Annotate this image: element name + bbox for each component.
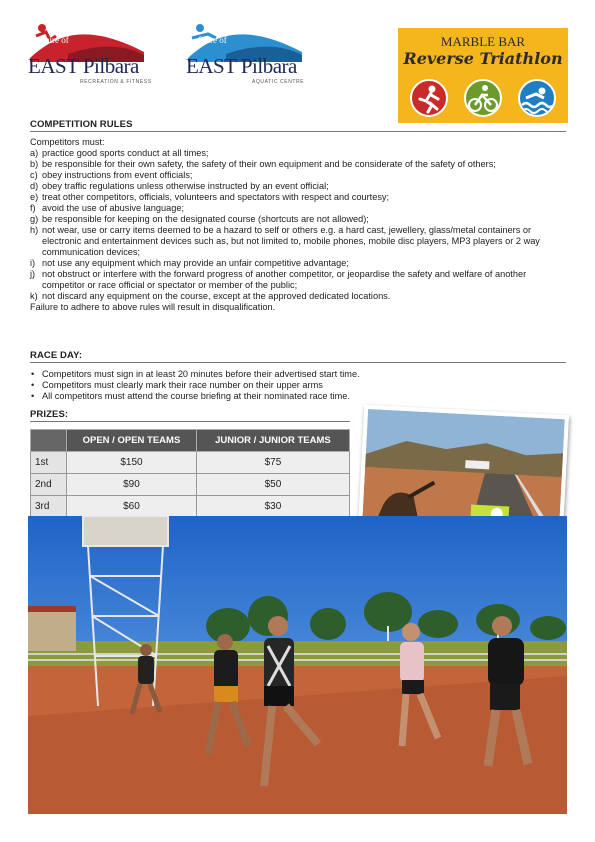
- rule-item: [30, 214, 566, 225]
- table-cell: $50: [196, 474, 349, 496]
- rule-text: obey instructions from event officials;: [42, 170, 193, 180]
- rule-text: practice good sports conduct at all times;: [42, 148, 209, 158]
- table-header-cell: OPEN / OPEN TEAMS: [67, 430, 197, 452]
- rule-marker: g): [30, 214, 39, 224]
- logo-name-text: EAST Pilbara: [28, 54, 139, 78]
- rule-marker: c): [30, 170, 38, 180]
- rule-marker: i): [30, 258, 36, 268]
- table-cell: $150: [67, 452, 197, 474]
- rule-marker: h): [30, 225, 39, 235]
- race-day-body: [30, 369, 566, 402]
- rule-marker: d): [30, 181, 39, 191]
- banner-title: MARBLE BAR: [440, 34, 526, 49]
- table-cell: 3rd: [31, 496, 67, 518]
- rules-intro: Competitors must:: [30, 137, 105, 147]
- rule-item: [30, 258, 566, 269]
- table-cell: $75: [196, 452, 349, 474]
- list-item: [30, 391, 566, 402]
- rule-text: not wear, use or carry items deemed to be a hazard to self or others e.g. a hard cast, jewellery, glass/metal containers or electronic and entertainment devices such as, but not limited to, mobile phones, mobile disc players, MP3 players or 2 way communication devices;: [42, 225, 540, 257]
- table-cell: 2nd: [31, 474, 67, 496]
- competition-rules-heading: COMPETITION RULES: [30, 119, 133, 130]
- divider: [30, 131, 566, 132]
- shire-east-pilbara-aquatic-logo: [186, 22, 304, 92]
- rules-list: [30, 148, 566, 302]
- table-cell: $30: [196, 496, 349, 518]
- rule-item: [30, 148, 566, 159]
- table-row: [31, 474, 350, 496]
- rule-marker: k): [30, 291, 38, 301]
- event-banner: [398, 28, 568, 123]
- bullet-icon: •: [31, 380, 35, 390]
- table-cell: 1st: [31, 452, 67, 474]
- swimmer-icon: [518, 79, 556, 117]
- rule-item: [30, 159, 566, 170]
- rule-marker: e): [30, 192, 39, 202]
- race-day-list: [30, 369, 566, 402]
- table-header-cell: JUNIOR / JUNIOR TEAMS: [196, 430, 349, 452]
- rule-item: [30, 192, 566, 203]
- table-row: [31, 496, 350, 518]
- rule-item: [30, 269, 566, 291]
- list-item: [30, 369, 566, 380]
- rule-text: obey traffic regulations unless otherwise instructed by an event official;: [42, 181, 329, 191]
- prizes-table: [30, 429, 350, 518]
- rule-marker: a): [30, 148, 39, 158]
- shire-east-pilbara-recreation-logo: [28, 22, 152, 92]
- runner-icon: [410, 79, 448, 117]
- list-item: [30, 380, 566, 391]
- table-cell: $90: [67, 474, 197, 496]
- rule-text: be responsible for keeping on the designated course (shortcuts are not allowed);: [42, 214, 369, 224]
- table-cell: $60: [67, 496, 197, 518]
- list-item-text: All competitors must attend the course briefing at their nominated race time.: [42, 391, 350, 401]
- rule-text: be responsible for their own safety, the safety of their own equipment and be considerate of the safety of others;: [42, 159, 496, 169]
- prizes-heading: PRIZES:: [30, 409, 69, 420]
- banner-subtitle: Reverse Triathlon: [403, 49, 563, 68]
- table-header-row: [31, 430, 350, 452]
- divider: [30, 421, 350, 422]
- rule-marker: b): [30, 159, 39, 169]
- bullet-icon: •: [31, 369, 35, 379]
- runners-photo: [28, 516, 567, 814]
- rule-text: not obstruct or interfere with the forward progress of another competitor, or jeopardise the safety and welfare of another competitor or race official or spectator or member of the public;: [42, 269, 527, 290]
- rule-item: [30, 181, 566, 192]
- competition-rules-body: [30, 137, 566, 313]
- rule-text: treat other competitors, officials, volunteers and spectators with respect and courtesy;: [42, 192, 390, 202]
- rule-text: avoid the use of abusive language;: [42, 203, 185, 213]
- rules-footer: Failure to adhere to above rules will result in disqualification.: [30, 302, 276, 312]
- rule-marker: j): [30, 269, 36, 279]
- logo-sub-text: AQUATIC CENTRE: [252, 79, 305, 85]
- logo-shire-text: Shire of: [40, 35, 69, 45]
- bullet-icon: •: [31, 391, 35, 401]
- logo-shire-text: Shire of: [198, 35, 227, 45]
- cyclist-icon: [464, 79, 502, 117]
- rule-item: [30, 225, 566, 258]
- table-row: [31, 452, 350, 474]
- rule-item: [30, 203, 566, 214]
- rule-text: not discard any equipment on the course, except at the approved dedicated locations.: [42, 291, 391, 301]
- divider: [30, 362, 566, 363]
- rule-marker: f): [30, 203, 36, 213]
- table-header-cell: [31, 430, 67, 452]
- list-item-text: Competitors must clearly mark their race number on their upper arms: [42, 380, 323, 390]
- logo-name-text: EAST Pilbara: [186, 54, 297, 78]
- rule-item: [30, 291, 566, 302]
- rule-text: not use any equipment which may provide an unfair competitive advantage;: [42, 258, 349, 268]
- logo-sub-text: RECREATION & FITNESS: [80, 79, 152, 85]
- rule-item: [30, 170, 566, 181]
- race-day-heading: RACE DAY:: [30, 350, 83, 361]
- list-item-text: Competitors must sign in at least 20 minutes before their advertised start time.: [42, 369, 360, 379]
